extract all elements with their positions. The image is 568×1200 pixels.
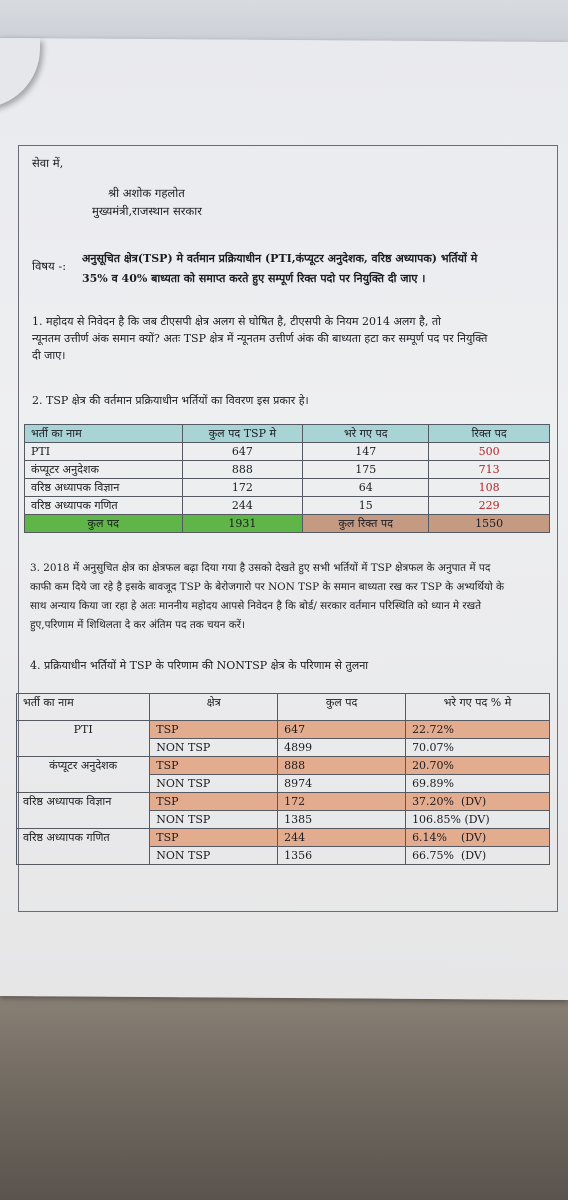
row-area: TSP: [150, 757, 278, 775]
row-percent: 70.07%: [406, 739, 550, 757]
table-row: [17, 793, 550, 811]
row-area: NON TSP: [150, 739, 278, 757]
point3-line-3: साथ अन्याय किया जा रहा हे अतः माननीय महोदय आपसे निवेदन है कि बोर्ड/ सरकार वर्तमान परिस्थिति को ध्यान मे रखते: [30, 600, 482, 612]
row-filled: 64: [303, 479, 429, 497]
header-area: क्षेत्र: [150, 694, 278, 721]
row-name: वरिष्ठ अध्यापक गणित: [25, 497, 183, 515]
total-posts-label: कुल पद: [25, 515, 183, 533]
row-total: 1385: [278, 811, 406, 829]
row-area: NON TSP: [150, 811, 278, 829]
row-percent: 6.14% (DV): [406, 829, 550, 847]
recipient-title: मुख्यमंत्री,राजस्थान सरकार: [92, 204, 202, 218]
table-row: [17, 721, 550, 739]
row-total: 172: [182, 479, 303, 497]
row-total: 647: [278, 721, 406, 739]
point4-heading: 4. प्रक्रियाधीन भर्तियों मे TSP के परिणाम की NONTSP क्षेत्र के परिणाम से तुलना: [30, 659, 369, 672]
row-filled: 175: [303, 461, 429, 479]
row-total: 244: [278, 829, 406, 847]
row-total: 8974: [278, 775, 406, 793]
table-header-row: [25, 425, 550, 443]
total-vacant-value: 1550: [429, 515, 550, 533]
row-total: 888: [182, 461, 303, 479]
row-percent: 22.72%: [406, 721, 550, 739]
row-percent: 37.20% (DV): [406, 793, 550, 811]
total-vacant-label: कुल रिक्त पद: [303, 515, 429, 533]
group-name: कंप्यूटर अनुदेशक: [17, 757, 150, 793]
row-total: 647: [182, 443, 303, 461]
page-curl: [0, 38, 40, 108]
salutation: सेवा में,: [32, 156, 64, 170]
row-name: कंप्यूटर अनुदेशक: [25, 461, 183, 479]
row-area: NON TSP: [150, 775, 278, 793]
row-total: 4899: [278, 739, 406, 757]
row-name: PTI: [25, 443, 183, 461]
row-vacant: 713: [429, 461, 550, 479]
table-total-row: [25, 515, 550, 533]
row-vacant: 108: [429, 479, 550, 497]
recipient-name: श्री अशोक गहलोत: [108, 186, 185, 200]
row-filled: 147: [303, 443, 429, 461]
tsp-nontsp-comparison-table: [16, 693, 550, 865]
subject-line-2: 35% व 40% बाध्यता को समाप्त करते हुए सम्पूर्ण रिक्त पदो पर नियुक्ति दी जाए ।: [82, 272, 426, 285]
row-total: 1356: [278, 847, 406, 865]
header-total-posts: कुल पद: [278, 694, 406, 721]
header-filled-percent: भरे गए पद % मे: [406, 694, 550, 721]
subject-line-1: अनुसूचित क्षेत्र(TSP) मे वर्तमान प्रक्रियाधीन (PTI,कंप्यूटर अनुदेशक, वरिष्ठ अध्यापक) भर्तियों मे: [82, 252, 478, 265]
header-total-posts-tsp: कुल पद TSP मे: [182, 425, 303, 443]
row-percent: 69.89%: [406, 775, 550, 793]
header-recruitment-name: भर्ती का नाम: [25, 425, 183, 443]
group-name: वरिष्ठ अध्यापक विज्ञान: [17, 793, 150, 829]
row-name: वरिष्ठ अध्यापक विज्ञान: [25, 479, 183, 497]
group-name: वरिष्ठ अध्यापक गणित: [17, 829, 150, 865]
point3-line-4: हुए,परिणाम में शिथिलता दे कर अंतिम पद तक चयन करें।: [30, 619, 245, 631]
row-total: 172: [278, 793, 406, 811]
point2-heading: 2. TSP क्षेत्र की वर्तमान प्रक्रियाधीन भर्तियों का विवरण इस प्रकार हे।: [32, 394, 309, 407]
row-area: TSP: [150, 721, 278, 739]
point1-line-2: न्यूनतम उत्तीर्ण अंक समान क्यों? अतः TSP क्षेत्र में न्यूनतम उत्तीर्ण अंक की बाध्यता हटा कर सम्पूर्ण पद पर नियुक्ति: [32, 332, 488, 345]
row-percent: 66.75% (DV): [406, 847, 550, 865]
table-row: [25, 479, 550, 497]
total-posts-value: 1931: [182, 515, 303, 533]
header-recruitment-name: भर्ती का नाम: [17, 694, 150, 721]
point3-line-1: 3. 2018 में अनुसुचित क्षेत्र का क्षेत्रफल बढ़ा दिया गया है उसको देखते हुए सभी भर्तियों में TSP क्षेत्रफल के अनुपात में पद: [30, 562, 491, 574]
row-percent: 106.85% (DV): [406, 811, 550, 829]
row-total: 244: [182, 497, 303, 515]
group-name: PTI: [17, 721, 150, 757]
header-filled-posts: भरे गए पद: [303, 425, 429, 443]
row-vacant: 500: [429, 443, 550, 461]
background-floor: [0, 990, 568, 1200]
table-row: [25, 443, 550, 461]
row-filled: 15: [303, 497, 429, 515]
point3-line-2: काफी कम दिये जा रहे है इसके बावजूद TSP के बेरोजगारो पर NON TSP के समान बाध्यता रख कर TSP के अभ्यर्थियो के: [30, 581, 505, 593]
table-row: [17, 829, 550, 847]
subject-label: विषय -:: [32, 259, 67, 273]
point1-line-1: 1. महोदय से निवेदन है कि जब टीएसपी क्षेत्र अलग से घोषित है, टीएसपी के नियम 2014 अलग है, तो: [32, 315, 441, 328]
row-area: NON TSP: [150, 847, 278, 865]
table-row: [25, 461, 550, 479]
row-total: 888: [278, 757, 406, 775]
row-vacant: 229: [429, 497, 550, 515]
row-area: TSP: [150, 829, 278, 847]
row-percent: 20.70%: [406, 757, 550, 775]
tsp-vacancy-table: [24, 424, 550, 533]
row-area: TSP: [150, 793, 278, 811]
header-vacant-posts: रिक्त पद: [429, 425, 550, 443]
point1-line-3: दी जाए।: [32, 349, 66, 362]
table-row: [17, 757, 550, 775]
table-row: [25, 497, 550, 515]
table-header-row: [17, 694, 550, 721]
